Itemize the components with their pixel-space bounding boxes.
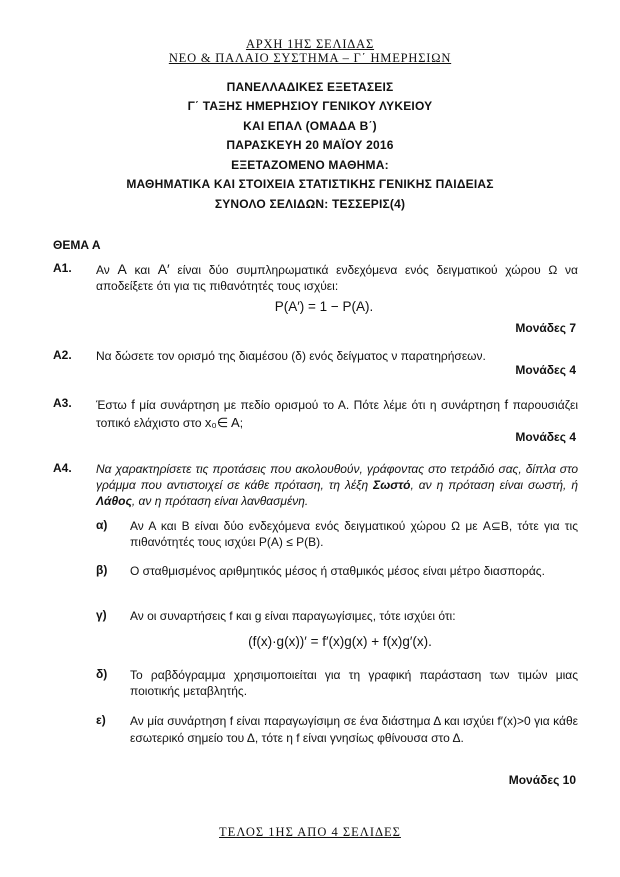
title-line-2: Γ΄ ΤΑΞΗΣ ΗΜΕΡΗΣΙΟΥ ΓΕΝΙΚΟΥ ΛΥΚΕΙΟΥ: [187, 99, 433, 113]
page-header-line-1: ΑΡΧΗ 1ΗΣ ΣΕΛΙΔΑΣ: [245, 37, 375, 51]
statement-a-label: α): [96, 518, 108, 532]
statement-b: [96, 563, 578, 597]
question-a2-marks: Μονάδες 4: [515, 363, 576, 377]
statement-d: [96, 667, 578, 701]
question-a2-label: Α2.: [53, 348, 72, 362]
question-a3-marks: Μονάδες 4: [515, 430, 576, 444]
statement-a-text: Αν Α και Β είναι δύο ενδεχόμενα ενός δειγματικού χώρου Ω με A⊆B, τότε για τις πιθανότητές τους ισχύει P(A) ≤ P(B).: [130, 519, 578, 549]
statement-d-text: Το ραβδόγραμμα χρησιμοποιείται για τη γραφική παράσταση των τιμών μιας ποιοτικής μεταβλητής.: [130, 668, 578, 698]
statement-a: [96, 518, 578, 552]
section-title: ΘΕΜΑ Α: [53, 238, 101, 252]
statement-d-label: δ): [96, 667, 108, 681]
question-a3-text: Έστω f μία συνάρτηση με πεδίο ορισμού το Α. Πότε λέμε ότι η συνάρτηση f παρουσιάζει τοπικό ελάχιστο στο x₀∈ A;: [96, 397, 578, 430]
page-header-line-2: ΝΕΟ & ΠΑΛΑΙΟ ΣΥΣΤΗΜΑ – Γ΄ ΗΜΕΡΗΣΙΩΝ: [168, 51, 452, 65]
question-a4-label: Α4.: [53, 461, 72, 475]
title-line-6: ΜΑΘΗΜΑΤΙΚΑ ΚΑΙ ΣΤΟΙΧΕΙΑ ΣΤΑΤΙΣΤΙΚΗΣ ΓΕΝΙΚΗΣ ΠΑΙΔΕΙΑΣ: [126, 177, 494, 191]
statement-e: [96, 713, 578, 763]
question-a1-text: Αν A και A′ είναι δύο συμπληρωματικά ενδεχόμενα ενός δειγματικού χώρου Ω να αποδείξετε ότι για τις πιθανότητές τους ισχύει:: [96, 261, 578, 293]
statement-b-label: β): [96, 563, 108, 577]
statement-c-text: Αν οι συναρτήσεις f και g είναι παραγωγίσιμες, τότε ισχύει ότι:: [130, 609, 456, 623]
question-a3-label: Α3.: [53, 396, 72, 410]
statement-e-text: Αν μία συνάρτηση f είναι παραγωγίσιμη σε ένα διάστημα Δ και ισχύει f′(x)>0 για κάθε εσωτερικό σημείο του Δ, τότε η f είναι γνησίως φθίνουσα στο Δ.: [130, 714, 578, 745]
title-line-3: ΚΑΙ ΕΠΑΛ (ΟΜΑΔΑ Β΄): [243, 119, 377, 133]
statement-c-label: γ): [96, 608, 107, 622]
title-line-5: ΕΞΕΤΑΖΟΜΕΝΟ ΜΑΘΗΜΑ:: [231, 158, 389, 172]
title-line-4: ΠΑΡΑΣΚΕΥΗ 20 ΜΑΪΟΥ 2016: [226, 138, 394, 152]
statement-c-formula: (f(x)·g(x))′ = f′(x)g(x) + f(x)g′(x).: [248, 634, 432, 649]
page-footer: ΤΕΛΟΣ 1ΗΣ ΑΠΟ 4 ΣΕΛΙΔΕΣ: [219, 825, 401, 839]
question-a4-marks: Μονάδες 10: [508, 773, 576, 787]
title-line-7: ΣΥΝΟΛΟ ΣΕΛΙΔΩΝ: ΤΕΣΣΕΡΙΣ(4): [214, 197, 406, 211]
question-a1-formula: P(A′) = 1 − P(A).: [274, 299, 374, 314]
title-line-1: ΠΑΝΕΛΛΑΔΙΚΕΣ ΕΞΕΤΑΣΕΙΣ: [226, 80, 394, 94]
statement-c: [96, 608, 578, 626]
statement-b-text: Ο σταθμισμένος αριθμητικός μέσος ή σταθμικός μέσος είναι μέτρο διασποράς.: [130, 564, 545, 578]
question-a1-label: Α1.: [53, 261, 72, 275]
question-a2-text: Να δώσετε τον ορισμό της διαμέσου (δ) ενός δείγματος ν παρατηρήσεων.: [96, 349, 486, 363]
question-a1-marks: Μονάδες 7: [515, 321, 576, 335]
statement-e-label: ε): [96, 713, 106, 727]
question-a4-intro: Να χαρακτηρίσετε τις προτάσεις που ακολουθούν, γράφοντας στο τετράδιό σας, δίπλα στο γράμμα που αντιστοιχεί σε κάθε πρόταση, τη λέξη Σωστό, αν η πρόταση είναι σωστή, ή Λάθος, αν η πρόταση είναι λανθασμένη.: [96, 462, 579, 508]
